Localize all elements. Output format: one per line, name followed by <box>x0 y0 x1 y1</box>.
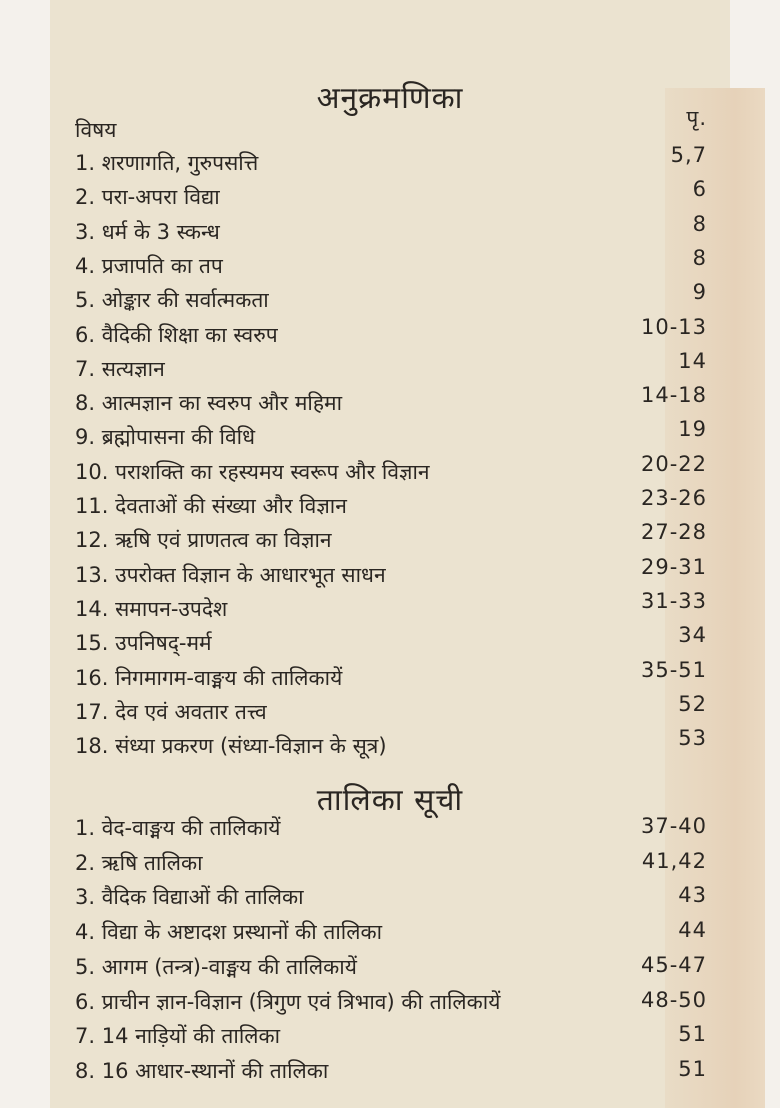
entry-title: 7. सत्यज्ञान <box>75 356 165 381</box>
tables-title: तालिका सूची <box>316 783 464 818</box>
entry-page-number: 34 <box>678 623 707 648</box>
entry-page-number: 31-33 <box>640 588 707 613</box>
toc-entry <box>75 451 707 489</box>
entry-page-number: 29-31 <box>640 554 707 579</box>
entry-title: 3. वैदिक विद्याओं की तालिका <box>75 885 304 910</box>
toc-entry <box>75 211 707 249</box>
entry-title: 5. आगम (तन्त्र)-वाङ्मय की तालिकायें <box>75 954 357 979</box>
toc-entry <box>75 177 707 214</box>
entry-title: 10. पराशक्ति का रहस्यमय स्वरूप और विज्ञान <box>75 459 430 484</box>
toc-entry <box>75 245 707 283</box>
entry-page-number: 43 <box>678 883 707 908</box>
toc-entry <box>75 1054 707 1088</box>
entry-title: 8. आत्मज्ञान का स्वरुप और महिमा <box>75 391 343 416</box>
entry-title: 6. प्राचीन ज्ञान-विज्ञान (त्रिगुण एवं त्रिभाव) की तालिकायें <box>75 989 501 1014</box>
entry-page-number: 45-47 <box>640 952 707 977</box>
entry-title: 5. ओङ्कार की सर्वात्मकता <box>75 288 269 313</box>
entry-title: 2. परा-अपरा विद्या <box>75 185 220 210</box>
toc-entry <box>75 985 707 1019</box>
toc-entry <box>75 657 707 695</box>
entry-title: 16. निगमागम-वाङ्मय की तालिकायें <box>75 665 343 690</box>
entry-page-number: 8 <box>692 245 707 270</box>
toc-entry <box>75 588 707 626</box>
toc-entry <box>75 811 707 845</box>
contents-header-row <box>75 106 707 147</box>
toc-entry <box>75 691 707 729</box>
entry-page-number: 6 <box>692 177 707 202</box>
toc-entry <box>75 280 707 317</box>
page-header: पृ. <box>686 106 707 130</box>
entry-page-number: 10-13 <box>640 314 707 339</box>
entry-page-number: 41,42 <box>641 848 707 873</box>
entry-title: 14. समापन-उपदेश <box>75 596 228 621</box>
toc-entry <box>75 143 707 180</box>
entry-page-number: 14-18 <box>640 383 707 408</box>
toc-entry <box>75 623 707 660</box>
toc-entry <box>75 520 707 557</box>
toc-entry <box>75 950 707 984</box>
entry-title: 4. प्रजापति का तप <box>75 253 223 278</box>
toc-entry <box>75 1019 707 1053</box>
toc-entry <box>75 348 707 386</box>
entry-page-number: 51 <box>678 1022 707 1047</box>
entry-page-number: 51 <box>678 1056 707 1081</box>
toc-entry <box>75 915 707 949</box>
entry-title: 1. शरणागति, गुरुपसत्ति <box>75 151 259 175</box>
entry-title: 7. 14 नाड़ियों की तालिका <box>75 1024 281 1049</box>
toc-entry <box>75 726 707 763</box>
entry-title: 9. ब्रह्मोपासना की विधि <box>75 425 256 450</box>
toc-entry <box>75 383 707 420</box>
entry-page-number: 48-50 <box>640 987 707 1012</box>
entry-page-number: 8 <box>692 211 707 236</box>
book-page <box>50 0 730 1108</box>
entry-page-number: 9 <box>692 280 707 305</box>
entry-title: 8. 16 आधार-स्थानों की तालिका <box>75 1058 329 1083</box>
entry-page-number: 19 <box>678 417 707 442</box>
toc-entry <box>75 486 707 523</box>
entry-page-number: 52 <box>678 691 707 716</box>
contents-title: अनुक्रमणिका <box>316 81 464 116</box>
entry-page-number: 5,7 <box>670 143 707 167</box>
entry-title: 12. ऋषि एवं प्राणतत्व का विज्ञान <box>75 528 332 553</box>
entry-title: 6. वैदिकी शिक्षा का स्वरुप <box>75 322 278 347</box>
entry-title: 4. विद्या के अष्टादश प्रस्थानों की तालिका <box>75 920 383 945</box>
entry-title: 17. देव एवं अवतार तत्त्व <box>75 699 267 724</box>
toc-entry <box>75 880 707 914</box>
entry-title: 2. ऋषि तालिका <box>75 850 203 875</box>
entry-title: 13. उपरोक्त विज्ञान के आधारभूत साधन <box>75 562 386 587</box>
entry-title: 3. धर्म के 3 स्कन्ध <box>75 219 220 244</box>
entry-title: 15. उपनिषद्-मर्म <box>75 631 212 656</box>
subject-header: विषय <box>75 118 117 142</box>
entry-page-number: 27-28 <box>640 520 707 545</box>
entry-page-number: 14 <box>678 348 707 373</box>
entry-title: 1. वेद-वाङ्मय की तालिकायें <box>75 816 281 840</box>
entry-page-number: 23-26 <box>640 486 707 510</box>
entry-title: 11. देवताओं की संख्या और विज्ञान <box>75 494 347 518</box>
toc-entry <box>75 314 707 352</box>
entry-page-number: 44 <box>678 918 707 943</box>
entry-title: 18. संध्या प्रकरण (संध्या-विज्ञान के सूत्र) <box>75 734 387 759</box>
entry-page-number: 20-22 <box>640 451 707 476</box>
toc-entry <box>75 846 707 880</box>
entry-page-number: 53 <box>678 726 707 751</box>
toc-entry <box>75 554 707 592</box>
toc-entry <box>75 417 707 454</box>
entry-page-number: 35-51 <box>640 657 707 682</box>
entry-page-number: 37-40 <box>640 814 707 838</box>
